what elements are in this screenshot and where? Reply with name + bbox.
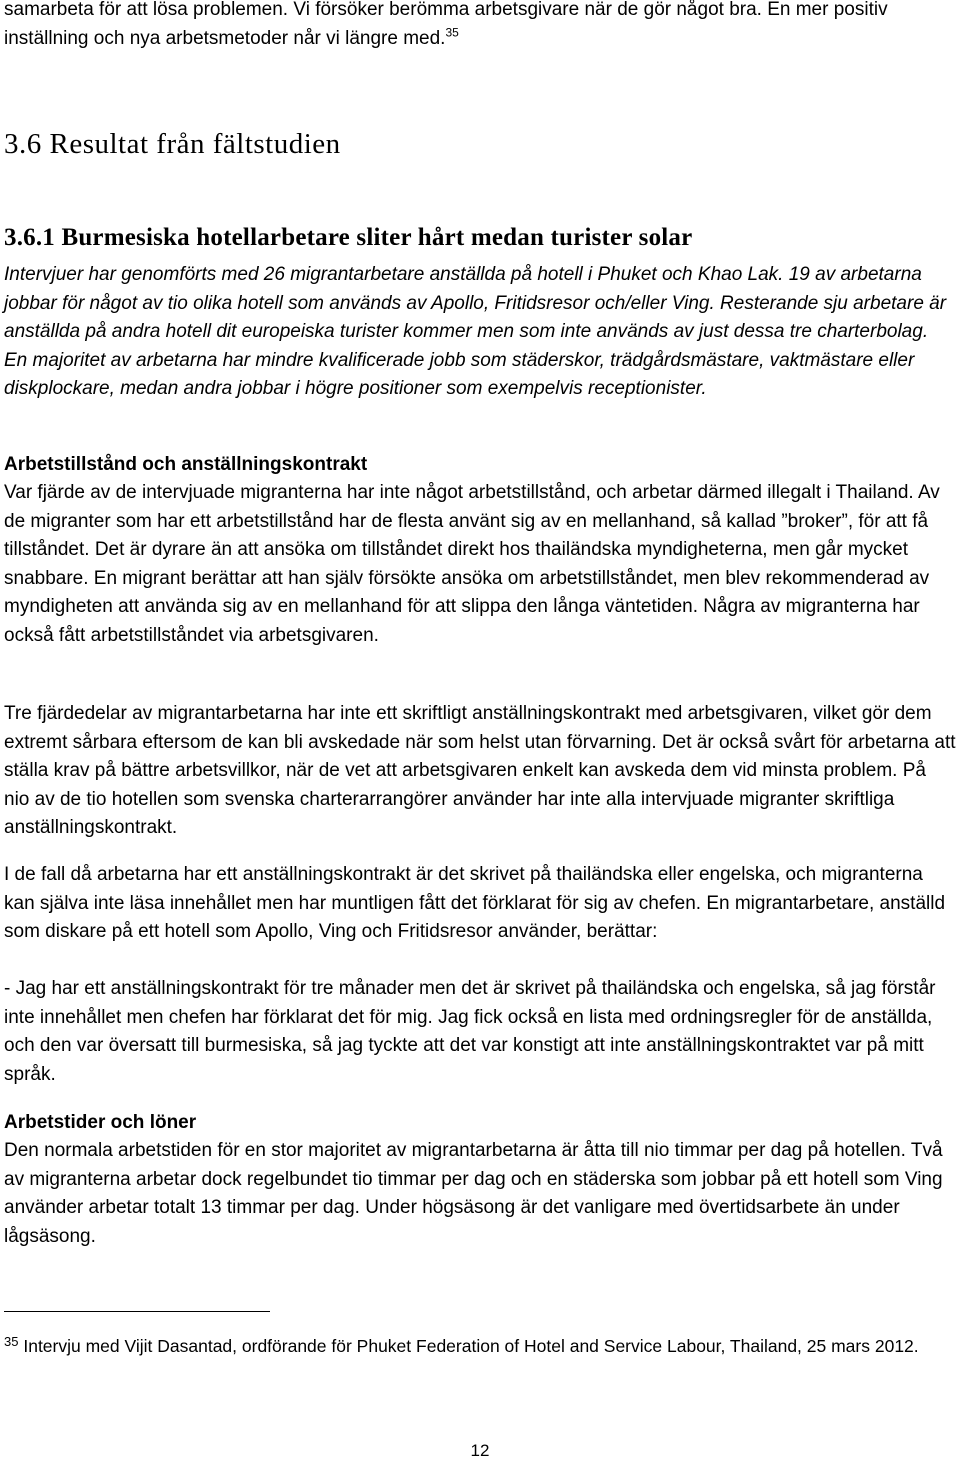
permits-heading: Arbetstillstånd och anställningskontrakt xyxy=(4,454,368,475)
quote-paragraph: - Jag har ett anställningskontrakt för tre månader men det är skrivet på thailändska och engelska, så jag förstår inte innehållet men chefen har förklarat det för mig. Jag fick också en lista med ordningsregler för de anställda, och den var översatt till burmesiska, så jag tyckte att det var konstigt att inte anställningskontraktet var på mitt språk. xyxy=(4,978,936,1085)
footnote-reference: 35 xyxy=(445,25,459,40)
permits-paragraph-3: I de fall då arbetarna har ett anställningskontrakt är det skrivet på thailändska eller engelska, och migranterna kan själva inte läsa innehållet men har muntligen fått det förklarat för sig av chefen. En migrantarbetare, anställd som diskare på ett hotell som Apollo, Ving och Fritidsresor använder, berättar: xyxy=(4,864,946,943)
section-heading: 3.6 Resultat från fältstudien xyxy=(4,128,341,160)
hours-paragraph: Den normala arbetstiden för en stor majoritet av migrantarbetarna är åtta till nio timmar per dag på hotellen. Två av migranterna arbetar dock regelbundet tio timmar per dag och en städerska som jobbar på ett hotell som Ving använder arbetar totalt 13 timmar per dag. Under högsäsong är det vanligare med övertidsarbete än under lågsäsong. xyxy=(4,1140,943,1247)
hours-heading: Arbetstider och löner xyxy=(4,1112,197,1133)
footnote xyxy=(4,1333,956,1360)
intro-paragraph xyxy=(4,0,956,53)
page-number: 12 xyxy=(470,1441,490,1460)
intro-text: samarbeta för att lösa problemen. Vi försöker berömma arbetsgivare när de gör något bra. En mer positiv inställning och nya arbetsmetoder når vi längre med. xyxy=(4,0,888,49)
footnote-number: 35 xyxy=(4,1334,19,1349)
footnote-separator xyxy=(4,1311,270,1312)
permits-paragraph-1: Var fjärde av de intervjuade migranterna har inte något arbetstillstånd, och arbetar därmed illegalt i Thailand. Av de migranter som har ett arbetstillstånd har de flesta använt sig av en mellanhand, så kallad ”broker”, för att få tillståndet. Det är dyrare än att ansöka om tillståndet direkt hos thailändska myndigheterna, men går mycket snabbare. En migrant berättar att han själv försökte ansöka om arbetstillståndet, men blev rekommenderad av myndigheten att använda sig av en mellanhand för att slippa den långa väntetiden. Några av migranterna har också fått arbetstillståndet via arbetsgivaren. xyxy=(4,482,940,646)
permits-paragraph-2: Tre fjärdedelar av migrantarbetarna har inte ett skriftligt anställningskontrakt med arbetsgivaren, vilket gör dem extremt sårbara eftersom de kan bli avskedade när som helst utan förvarning. Det är också svårt för arbetarna att ställa krav på bättre arbetsvillkor, när de vet att arbetsgivaren enkelt kan avskeda dem vid minsta problem. På nio av de tio hotellen som svenska charterarrangörer använder har inte alla intervjuade migranter skriftliga anställningskontrakt. xyxy=(4,703,956,839)
footnote-text: Intervju med Vijit Dasantad, ordförande för Phuket Federation of Hotel and Service Labour, Thailand, 25 mars 2012. xyxy=(23,1336,919,1356)
subsection-heading: 3.6.1 Burmesiska hotellarbetare sliter hårt medan turister solar xyxy=(4,224,693,251)
intro-italic-paragraph: Intervjuer har genomförts med 26 migrantarbetare anställda på hotell i Phuket och Khao Lak. 19 av arbetarna jobbar för något av tio olika hotell som används av Apollo, Fritidsresor och/eller Ving. Resterande sju arbetare är anställda på andra hotell dit europeiska turister kommer men som inte används av just dessa tre charterbolag. En majoritet av arbetarna har mindre kvalificerade jobb som städerskor, trädgårdsmästare, vaktmästare eller diskplockare, medan andra jobbar i högre positioner som exempelvis receptionister. xyxy=(4,264,947,400)
